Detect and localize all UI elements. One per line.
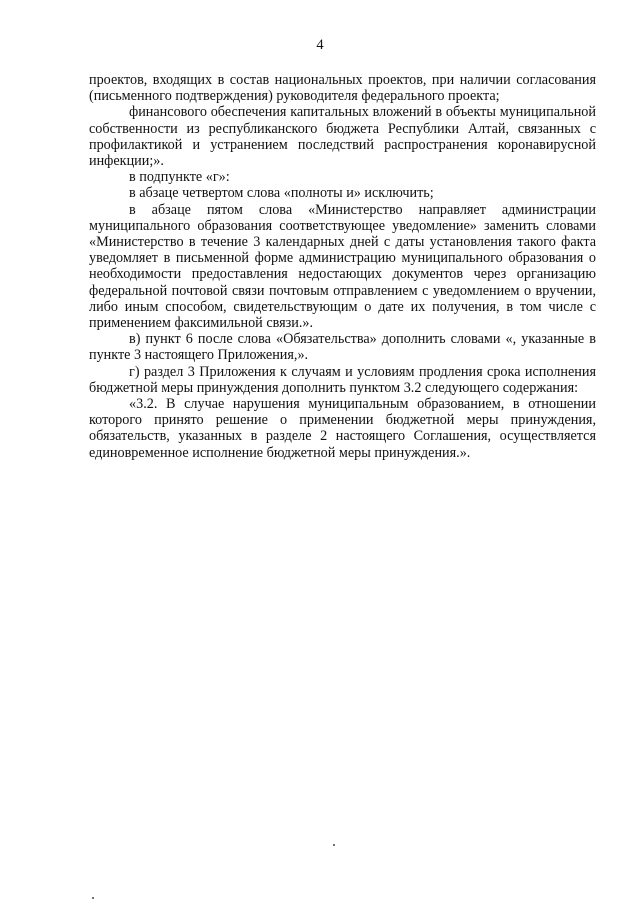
paragraph-1: проектов, входящих в состав национальных проектов, при наличии согласования (письменного подтверждения) руководителя федерального проекта;: [89, 72, 596, 105]
page-number: 4: [316, 37, 324, 53]
paragraph-7: г) раздел 3 Приложения к случаям и условиям продления срока исполнения бюджетной меры принуждения дополнить пунктом 3.2 следующего содержания:: [89, 363, 596, 396]
paragraph-8: «3.2. В случае нарушения муниципальным образованием, в отношении которого принято решение о применении бюджетной меры принуждения, обязательств, указанных в разделе 2 настоящего Соглашения, осуществляется единовременное исполнение бюджетной меры принуждения.».: [89, 396, 596, 461]
scan-speck: [333, 844, 335, 846]
paragraph-5: в абзаце пятом слова «Министерство направляет администрации муниципального образования соответствующее уведомление» заменить словами «Министерство в течение 3 календарных дней с даты установления такого факта уведомляет в письменной форме администрацию муниципального образования о необходимости предоставления недостающих документов через организацию федеральной почтовой связи почтовым отправлением с уведомлением о вручении, либо иным способом, свидетельствующим о дате их получения, в том числе с применением факсимильной связи.».: [89, 201, 596, 332]
document-body: [89, 72, 596, 461]
paragraph-2: финансового обеспечения капитальных вложений в объекты муниципальной собственности из республиканского бюджета Республики Алтай, связанных с профилактикой и устранением последствий распространения коронавирусной инфекции;».: [89, 104, 596, 170]
paragraph-6: в) пункт 6 после слова «Обязательства» дополнить словами «, указанные в пункте 3 настоящего Приложения,».: [89, 331, 596, 364]
scan-speck: [92, 897, 94, 899]
paragraph-4: в абзаце четвертом слова «полноты и» исключить;: [129, 185, 434, 202]
paragraph-3: в подпункте «г»:: [129, 169, 230, 186]
